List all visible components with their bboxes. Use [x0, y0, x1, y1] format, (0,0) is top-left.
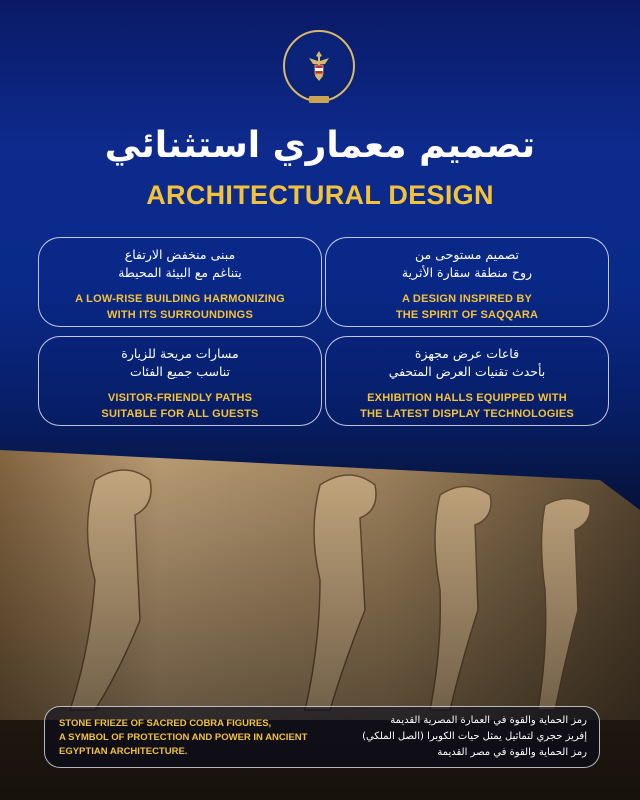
caption-en-line: EGYPTIAN ARCHITECTURE.	[59, 746, 188, 757]
card-en-line: VISITOR-FRIENDLY PATHS	[107, 392, 253, 404]
feature-card-exhibition-halls	[325, 336, 609, 426]
card-english-text	[39, 390, 321, 422]
card-en-line: WITH ITS SURROUNDINGS	[107, 309, 253, 321]
card-arabic-text	[326, 345, 608, 381]
caption-en-line: STONE FRIEZE OF SACRED COBRA FIGURES,	[59, 718, 272, 729]
feature-card-low-rise	[38, 237, 322, 327]
logo-ribbon	[309, 96, 329, 103]
card-arabic-text	[39, 345, 321, 381]
feature-card-saqqara	[325, 237, 609, 327]
card-ar-line: مبنى منخفض الارتفاع	[124, 247, 236, 262]
page-title-english: ARCHITECTURAL DESIGN	[146, 180, 494, 210]
caption-ar-line: إفريز حجري لتماثيل يمثل حيات الكوبرا (الصل الملكي)	[362, 731, 587, 742]
ministry-logo	[283, 30, 355, 102]
card-en-line: EXHIBITION HALLS EQUIPPED WITH	[367, 392, 567, 404]
card-ar-line: روح منطقة سقارة الأثرية	[401, 265, 533, 280]
card-english-text	[326, 390, 608, 422]
card-english-text	[326, 291, 608, 323]
card-en-line: A DESIGN INSPIRED BY	[401, 293, 533, 305]
eagle-emblem-icon	[304, 49, 334, 83]
card-ar-line: قاعات عرض مجهزة	[414, 346, 520, 361]
caption-ar-line: رمز الحماية والقوة في مصر القديمة	[437, 747, 587, 758]
feature-card-visitor-paths	[38, 336, 322, 426]
card-ar-line: بأحدث تقنيات العرض المتحفي	[388, 364, 546, 379]
photo-caption	[44, 706, 600, 768]
card-en-line: THE LATEST DISPLAY TECHNOLOGIES	[360, 408, 574, 420]
card-en-line: THE SPIRIT OF SAQQARA	[395, 309, 539, 321]
card-ar-line: يتناغم مع البيئة المحيطة	[118, 265, 242, 280]
caption-en-line: A SYMBOL OF PROTECTION AND POWER IN ANCIENT	[59, 732, 308, 743]
caption-english	[59, 717, 339, 759]
page-title-arabic: تصميم معماري استثنائي	[104, 125, 536, 166]
caption-arabic	[337, 713, 587, 761]
card-en-line: SUITABLE FOR ALL GUESTS	[101, 408, 259, 420]
card-ar-line: تناسب جميع الفئات	[129, 364, 231, 379]
card-english-text	[39, 291, 321, 323]
card-ar-line: مسارات مريحة للزيارة	[121, 346, 239, 361]
card-arabic-text	[326, 246, 608, 282]
card-en-line: A LOW-RISE BUILDING HARMONIZING	[75, 293, 285, 305]
card-arabic-text	[39, 246, 321, 282]
card-ar-line: تصميم مستوحى من	[414, 247, 520, 262]
caption-ar-line: رمز الحماية والقوة في العمارة المصرية القديمة	[390, 715, 587, 726]
